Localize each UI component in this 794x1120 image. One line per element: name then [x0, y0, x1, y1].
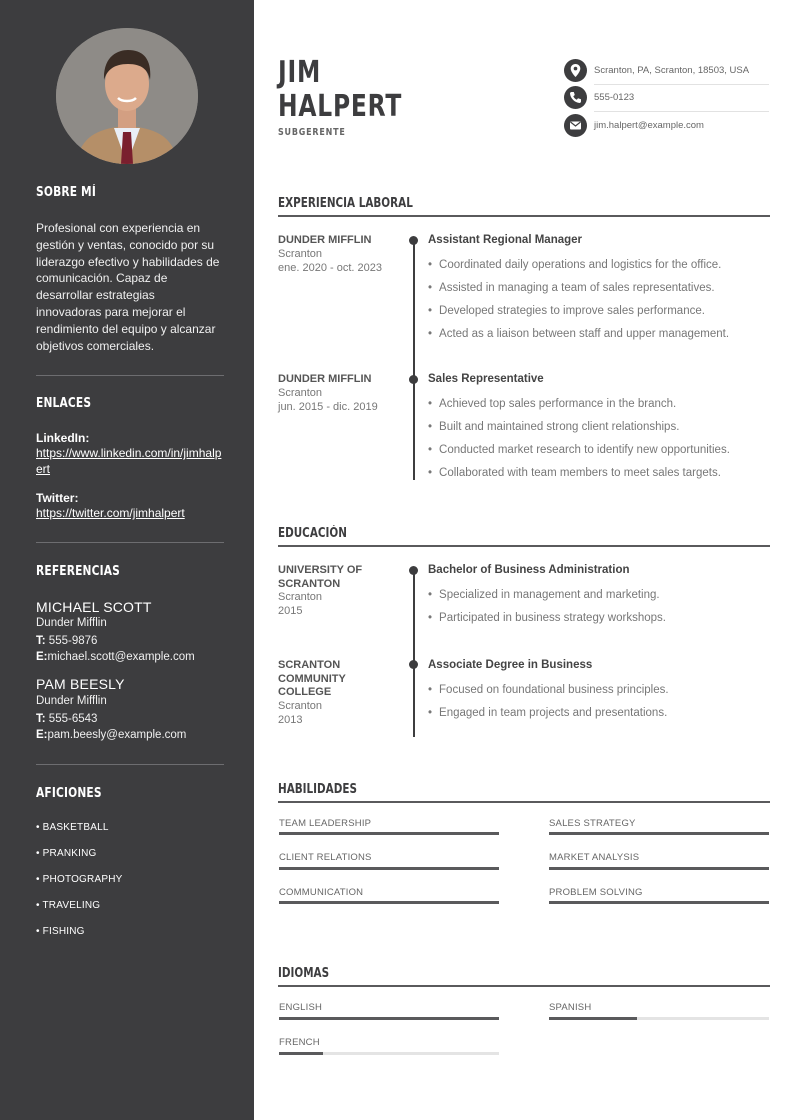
experience-role: Sales Representative: [428, 373, 544, 385]
education-bullet: • Specialized in management and marketing.: [428, 589, 660, 601]
phone-label: T:: [36, 713, 46, 725]
job-title: SUBGERENTE: [278, 127, 346, 138]
contact-address: [564, 57, 769, 85]
reference-phone: [36, 713, 97, 725]
timeline-dot: [409, 375, 418, 384]
section-divider: [278, 545, 770, 547]
education-bullet: • Engaged in team projects and presentations.: [428, 707, 667, 719]
experience-dates: ene. 2020 - oct. 2023: [278, 262, 382, 274]
education-location: Scranton: [278, 700, 323, 712]
phone-text: 555-0123: [594, 92, 635, 103]
experience-bullet: • Assisted in managing a team of sales representatives.: [428, 282, 715, 294]
reference-email-value[interactable]: michael.scott@example.com: [47, 651, 195, 663]
skill-label: CLIENT RELATIONS: [279, 852, 372, 863]
language-bar-fill: [279, 1017, 499, 1020]
reference-email: [36, 651, 195, 663]
languages-heading: IDIOMAS: [278, 966, 330, 981]
education-heading: EDUCACIÓN: [278, 526, 347, 541]
hobby-item: • PHOTOGRAPHY: [36, 874, 123, 885]
education-degree: Bachelor of Business Administration: [428, 564, 630, 576]
education-year: 2015: [278, 605, 303, 617]
education-school: UNIVERSITY OF SCRANTON: [278, 564, 363, 590]
sidebar: [0, 0, 254, 1120]
reference-name: MICHAEL SCOTT: [36, 599, 152, 615]
skill-bar-fill: [279, 867, 499, 870]
education-degree: Associate Degree in Business: [428, 659, 593, 671]
skill-bar-fill: [279, 832, 499, 835]
last-name: HALPERT: [278, 89, 403, 124]
experience-bullet: • Conducted market research to identify new opportunities.: [428, 444, 730, 456]
about-heading: SOBRE MÍ: [36, 185, 96, 200]
education-timeline: [413, 570, 415, 737]
education-bullet: • Participated in business strategy workshops.: [428, 612, 666, 624]
experience-bullet: • Built and maintained strong client relationships.: [428, 421, 679, 433]
email-text[interactable]: jim.halpert@example.com: [594, 120, 704, 131]
skill-bar: [279, 867, 499, 870]
address-text: Scranton, PA, Scranton, 18503, USA: [594, 65, 750, 76]
twitter-label: Twitter:: [36, 491, 79, 505]
reference-email-value[interactable]: pam.beesly@example.com: [47, 729, 187, 741]
reference-name: PAM BEESLY: [36, 676, 125, 692]
timeline-dot: [409, 566, 418, 575]
reference-company: Dunder Mifflin: [36, 617, 107, 629]
location-icon: [564, 59, 587, 82]
skill-label: TEAM LEADERSHIP: [279, 818, 372, 829]
skill-label: SALES STRATEGY: [549, 818, 636, 829]
education-bullet: • Focused on foundational business principles.: [428, 684, 669, 696]
skills-heading: HABILIDADES: [278, 782, 357, 797]
phone-label: T:: [36, 635, 46, 647]
first-name: JIM: [278, 55, 322, 90]
linkedin-link[interactable]: https://www.linkedin.com/in/jimhalpert: [36, 446, 222, 476]
references-heading: REFERENCIAS: [36, 564, 120, 579]
skill-bar: [549, 901, 769, 904]
skill-bar: [549, 867, 769, 870]
experience-role: Assistant Regional Manager: [428, 234, 583, 246]
hobby-item: • TRAVELING: [36, 900, 101, 911]
contact-phone: [564, 84, 769, 112]
language-bar: [279, 1052, 499, 1055]
section-divider: [278, 801, 770, 803]
experience-bullet: • Collaborated with team members to meet sales targets.: [428, 467, 721, 479]
language-label: SPANISH: [549, 1002, 592, 1013]
portrait-image: [56, 28, 198, 164]
language-bar: [279, 1017, 499, 1020]
experience-heading: EXPERIENCIA LABORAL: [278, 196, 413, 211]
timeline-dot: [409, 236, 418, 245]
experience-bullet: • Acted as a liaison between staff and upper management.: [428, 328, 729, 340]
timeline-dot: [409, 660, 418, 669]
hobby-item: • BASKETBALL: [36, 822, 109, 833]
email-label: E:: [36, 651, 48, 663]
skill-bar: [549, 832, 769, 835]
hobby-item: • PRANKING: [36, 848, 97, 859]
skill-bar-fill: [549, 867, 769, 870]
skill-label: MARKET ANALYSIS: [549, 852, 640, 863]
hobbies-heading: AFICIONES: [36, 786, 102, 801]
skill-bar: [279, 901, 499, 904]
email-label: E:: [36, 729, 48, 741]
reference-company: Dunder Mifflin: [36, 695, 107, 707]
skill-bar: [279, 832, 499, 835]
language-label: ENGLISH: [279, 1002, 323, 1013]
reference-phone-value: 555-9876: [48, 635, 98, 647]
experience-location: Scranton: [278, 248, 323, 260]
experience-timeline: [413, 240, 415, 480]
experience-bullet: • Developed strategies to improve sales performance.: [428, 305, 705, 317]
links-heading: ENLACES: [36, 396, 92, 411]
twitter-link[interactable]: https://twitter.com/jimhalpert: [36, 506, 185, 520]
section-divider: [278, 985, 770, 987]
experience-bullet: • Achieved top sales performance in the branch.: [428, 398, 676, 410]
skill-bar-fill: [549, 901, 769, 904]
skill-label: COMMUNICATION: [279, 887, 364, 898]
language-bar-fill: [279, 1052, 323, 1055]
experience-dates: jun. 2015 - dic. 2019: [278, 401, 378, 413]
language-label: FRENCH: [279, 1037, 320, 1048]
email-icon: [564, 114, 587, 137]
education-school: SCRANTON COMMUNITY COLLEGE: [278, 659, 346, 698]
sidebar-divider: [36, 375, 224, 376]
hobby-item: • FISHING: [36, 926, 85, 937]
section-divider: [278, 215, 770, 217]
sidebar-divider: [36, 764, 224, 765]
contact-email: [564, 112, 769, 140]
skill-bar-fill: [549, 832, 769, 835]
experience-location: Scranton: [278, 387, 323, 399]
skill-label: PROBLEM SOLVING: [549, 887, 643, 898]
experience-company: DUNDER MIFFLIN: [278, 234, 372, 246]
skill-bar-fill: [279, 901, 499, 904]
sidebar-divider: [36, 542, 224, 543]
language-bar: [549, 1017, 769, 1020]
reference-email: [36, 729, 186, 741]
education-year: 2013: [278, 714, 303, 726]
reference-phone: [36, 635, 97, 647]
experience-bullet: • Coordinated daily operations and logistics for the office.: [428, 259, 721, 271]
phone-icon: [564, 86, 587, 109]
reference-phone-value: 555-6543: [48, 713, 98, 725]
experience-company: DUNDER MIFFLIN: [278, 373, 372, 385]
profile-photo: [56, 28, 198, 164]
education-location: Scranton: [278, 591, 323, 603]
linkedin-label: LinkedIn:: [36, 431, 90, 445]
about-text: Profesional con experiencia en gestión y ventas, conocido por su liderazgo efectivo y habilidades de comunicación. Capaz de desarrollar estrategias innovadoras para mejorar el rendimiento del equipo y alcanzar objetivos comerciales.: [36, 221, 220, 353]
language-bar-fill: [549, 1017, 637, 1020]
